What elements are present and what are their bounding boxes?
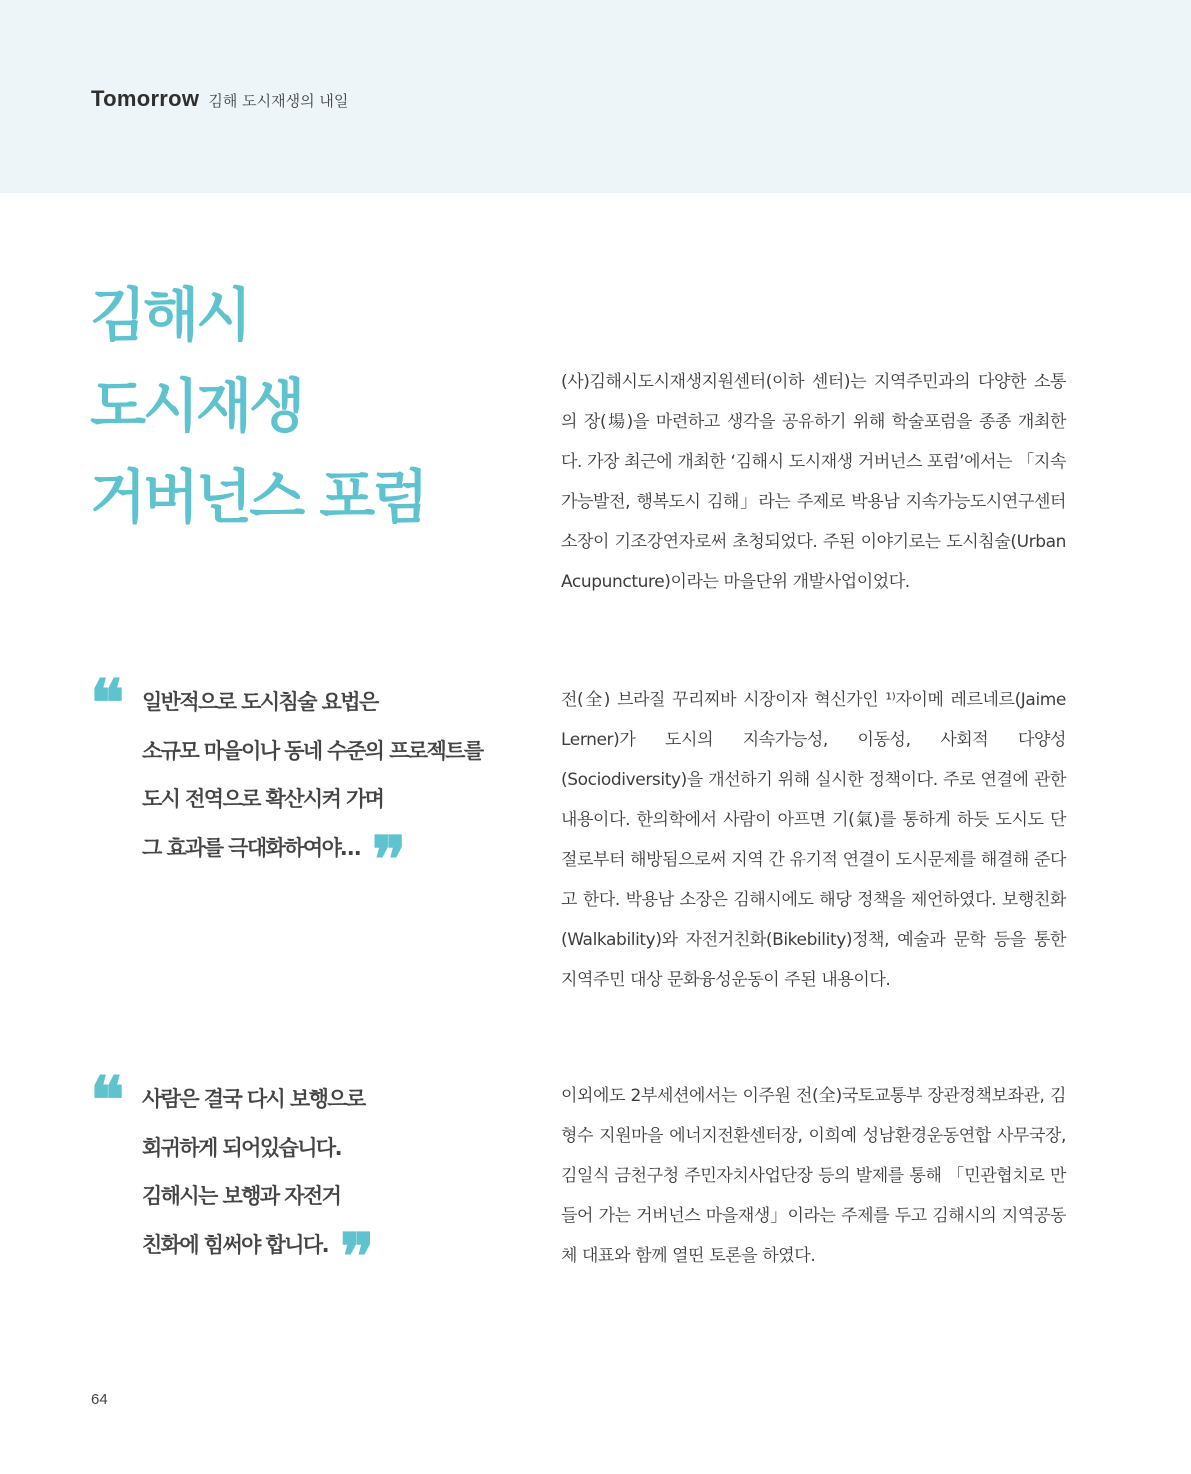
- title-line: 김해시: [90, 281, 250, 349]
- body-paragraph: 이외에도 2부세션에서는 이주원 전(全)국토교통부 장관정책보좌관, 김형수 지원마을 에너지전환센터장, 이희예 성남환경운동연합 사무국장, 김일식 금천구청 주민자치사업단장 등의 발제를 통해 「민관협치로 만들어 가는 거버넌스 마을재생」이라는 주제를 두고 김해시의 지역공동체 대표와 함께 열띤 토론을 하였다.: [561, 1086, 1066, 1266]
- section-subtitle: 김해 도시재생의 내일: [208, 92, 349, 110]
- page-title: [90, 270, 425, 543]
- title-line: 도시재생: [90, 372, 303, 440]
- page-number: 64: [91, 1391, 108, 1408]
- open-quote-icon: ❝: [90, 1063, 125, 1138]
- quote-line: 사람은 결국 다시 보행으로: [142, 1087, 365, 1111]
- quote-line-text: 그 효과를 극대화하여야…: [142, 835, 360, 860]
- quote-line: 소규모 마을이나 동네 수준의 프로젝트를: [142, 738, 483, 763]
- quote-line: 도시 전역으로 확산시켜 가며: [142, 787, 384, 811]
- close-quote-icon: ❞: [371, 822, 405, 898]
- pull-quote: [90, 666, 510, 898]
- close-quote-icon: ❞: [339, 1219, 373, 1295]
- quote-line: 일반적으로 도시침술 요법은: [142, 690, 378, 714]
- body-paragraph: 전(全) 브라질 꾸리찌바 시장이자 혁신가인 ¹⁾자이메 레르네르(Jaime Lerner)가 도시의 지속가능성, 이동성, 사회적 다양성(Sociodiversity)을 개선하기 위해 실시한 정책이다. 주로 연결에 관한 내용이다. 한의학에서 사람이 아프면 기(氣)를 통하게 하듯 도시도 단절로부터 해방됨으로써 지역 간 유기적 연결이 도시문제를 해결해 준다고 한다. 박용남 소장은 김해시에도 해당 정책을 제언하였다. 보행친화(Walkability)와 자전거친화(Bikebility)정책, 예술과 문학 등을 통한 지역주민 대상 문화융성운동이 주된 내용이다.: [561, 690, 1066, 990]
- pull-quote: [90, 1063, 510, 1295]
- quote-line-text: 친화에 힘써야 합니다.: [142, 1232, 328, 1257]
- title-line: 거버넌스 포럼: [90, 463, 426, 531]
- quote-line-last: [142, 822, 510, 898]
- running-head: [91, 86, 348, 112]
- quote-line: 회귀하게 되어있습니다.: [142, 1135, 341, 1160]
- open-quote-icon: ❝: [90, 666, 125, 741]
- quote-line-last: [142, 1219, 510, 1295]
- section-brand: Tomorrow: [91, 86, 200, 111]
- body-paragraph: (사)김해시도시재생지원센터(이하 센터)는 지역주민과의 다양한 소통의 장(場)을 마련하고 생각을 공유하기 위해 학술포럼을 종종 개최한다. 가장 최근에 개최한 ‘김해시 도시재생 거버넌스 포럼’에서는 「지속가능발전, 행복도시 김해」라는 주제로 박용남 지속가능도시연구센터 소장이 기조강연자로써 초청되었다. 주된 이야기로는 도시침술(Urban Acupuncture)이라는 마을단위 개발사업이었다.: [561, 372, 1066, 592]
- quote-line: 김해시는 보행과 자전거: [142, 1184, 341, 1208]
